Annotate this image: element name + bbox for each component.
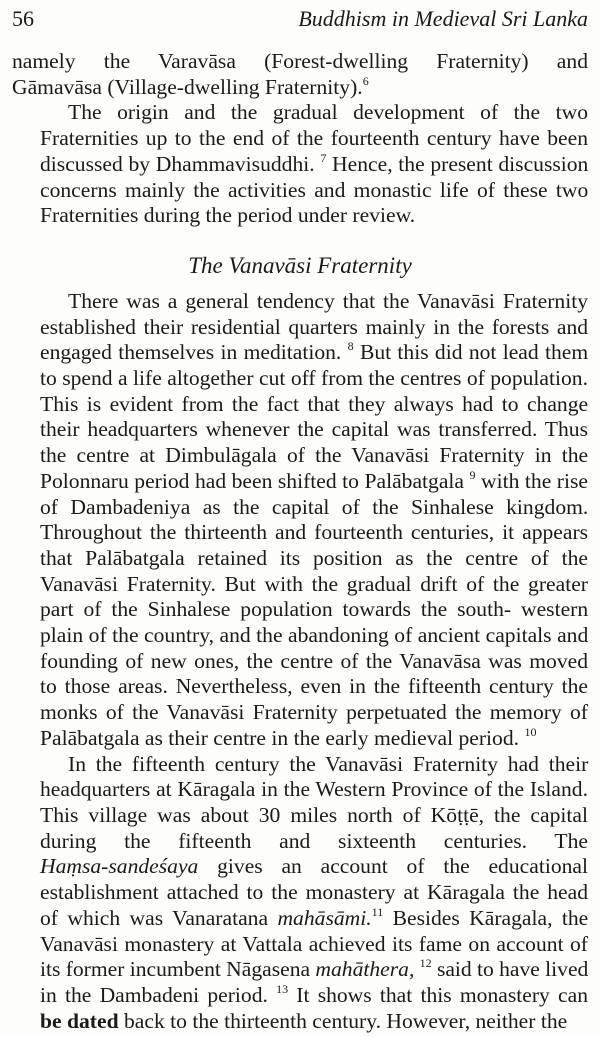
text-line — [12, 803, 588, 829]
text-run: Vanavāsi monastery at Vattala achieved its fame on account of — [40, 931, 588, 956]
text-line — [12, 75, 588, 101]
text-line — [12, 289, 588, 315]
text-line — [12, 340, 588, 366]
text-run: said to have lived — [431, 957, 589, 982]
page-number: 56 — [12, 6, 34, 31]
text-line — [12, 49, 588, 75]
text-line — [12, 906, 588, 932]
italic-term: mahāsāmi. — [277, 905, 372, 930]
footnote-ref: 8 — [347, 339, 354, 354]
text-run: Besides Kāragala, the — [383, 905, 589, 930]
text-line — [12, 623, 588, 649]
text-line — [12, 752, 588, 778]
text-line — [12, 829, 588, 855]
footnote-ref: 12 — [419, 956, 432, 971]
text-line — [12, 880, 588, 906]
text-run: part of the Sinhalese population towards the south- western — [40, 597, 589, 622]
text-line — [12, 572, 588, 598]
bold-text: be dated — [40, 1008, 119, 1033]
text-line — [12, 983, 588, 1009]
text-run: Fraternities during the period under review. — [40, 203, 416, 228]
text-run: But this did not lead them — [353, 340, 589, 365]
text-run: founding of new ones, the centre of the Vanavāsa was moved — [40, 648, 588, 673]
footnote-ref: 7 — [320, 150, 327, 165]
paragraph — [12, 289, 588, 752]
footnote-ref: 10 — [524, 724, 537, 739]
text-run: establishment attached to the monastery at Kāragala the head — [40, 880, 588, 905]
text-run: The origin and the gradual development of the two — [68, 100, 588, 125]
text-line — [12, 1009, 588, 1035]
text-line — [12, 152, 588, 178]
text-line — [12, 674, 588, 700]
text-run: Hence, the present discussion — [326, 151, 589, 176]
intro-paragraphs — [12, 49, 588, 229]
text-line — [12, 546, 588, 572]
text-run: Polonnaru period had been shifted to Palābatgala — [40, 468, 470, 493]
text-run: This is evident from the fact that they always had to change — [40, 391, 589, 416]
text-line — [12, 520, 588, 546]
running-title: Buddhism in Medieval Sri Lanka — [298, 6, 588, 31]
text-line — [12, 495, 588, 521]
footnote-ref: 13 — [276, 981, 289, 996]
text-run: Fraternities up to the end of the fourteenth century have been — [40, 126, 588, 151]
text-line — [12, 417, 588, 443]
text-line — [12, 100, 588, 126]
paragraph — [12, 100, 588, 229]
body-text — [12, 49, 588, 1034]
text-run: its former incumbent Nāgasena — [40, 957, 316, 982]
text-run: headquarters at Kāragala in the Western Province of the Island. — [40, 777, 588, 802]
text-line — [12, 392, 588, 418]
text-run: during the fifteenth and sixteenth centuries. The — [40, 828, 588, 853]
text-run: to those areas. Nevertheless, even in the fifteenth century the — [40, 674, 588, 699]
text-run: of Dambadeniya as the capital of the Sinhalese kingdom. — [40, 494, 589, 519]
paragraph — [12, 752, 588, 1035]
text-line — [12, 366, 588, 392]
text-line — [12, 726, 588, 752]
text-line — [12, 315, 588, 341]
text-line — [12, 126, 588, 152]
text-run: Throughout the thirteenth and fourteenth centuries, it appears — [40, 520, 589, 545]
text-run: in the Dambadeni period. — [40, 982, 277, 1007]
text-line — [12, 203, 588, 229]
text-run: monks of the Vanavāsi Fraternity perpetuated the memory of — [40, 700, 588, 725]
text-run: to spend a life altogether cut off from the centres of population. — [40, 366, 588, 391]
text-run: engaged themselves in meditation. — [40, 340, 348, 365]
text-line — [12, 649, 588, 675]
text-run: with the rise — [475, 468, 588, 493]
text-run: of which was Vanaratana — [40, 905, 278, 930]
italic-term: Haṃsa-sandeśaya — [40, 854, 199, 879]
text-run: Palābatgala as their centre in the early medieval period. — [40, 725, 525, 750]
text-run: In the fifteenth century the Vanavāsi Fraternity had their — [68, 751, 589, 776]
text-run: the centre at Dimbulāgala of the Vanavāsi Fraternity in the — [40, 443, 589, 468]
text-run: It shows that this monastery can — [288, 982, 588, 1007]
text-run: established their residential quarters mainly in the forests and — [40, 314, 589, 339]
text-line — [12, 178, 588, 204]
text-run: concerns mainly the activities and monastic life of these two — [40, 177, 589, 202]
footnote-ref: 11 — [371, 904, 384, 919]
text-line — [12, 957, 588, 983]
running-head — [12, 6, 588, 40]
text-run: back to the thirteenth century. However, neither the — [118, 1008, 568, 1033]
text-line — [12, 443, 588, 469]
text-line — [12, 854, 588, 880]
text-run: namely the Varavāsa (Forest-dwelling Fraternity) and — [12, 49, 588, 73]
text-run: Gāmavāsa (Village-dwelling Fraternity). — [12, 74, 363, 99]
text-line — [12, 777, 588, 803]
text-line — [12, 597, 588, 623]
text-run: Vanavāsi Fraternity. But with the gradual drift of the greater — [40, 571, 588, 596]
text-run: gives an account of the educational — [198, 854, 588, 879]
italic-term: mahāthera, — [315, 957, 415, 982]
paragraph — [12, 49, 588, 100]
section-paragraphs — [12, 289, 588, 1034]
text-run: There was a general tendency that the Vanavāsi Fraternity — [68, 288, 588, 313]
text-run: plain of the country, and the abandoning of ancient capitals and — [40, 623, 589, 648]
footnote-ref: 6 — [362, 73, 369, 88]
footnote-ref: 9 — [469, 467, 476, 482]
text-line — [12, 469, 588, 495]
section-heading: The Vanavāsi Fraternity — [188, 252, 412, 278]
text-line — [12, 932, 588, 958]
text-run: that Palābatgala retained its position as the centre of the — [40, 545, 588, 570]
text-run: their headquarters whenever the capital was transferred. Thus — [40, 417, 588, 442]
text-line — [12, 700, 588, 726]
text-run: This village was about 30 miles north of Kōṭṭē, the capital — [40, 802, 588, 827]
text-run: discussed by Dhammavisuddhi. — [40, 151, 321, 176]
